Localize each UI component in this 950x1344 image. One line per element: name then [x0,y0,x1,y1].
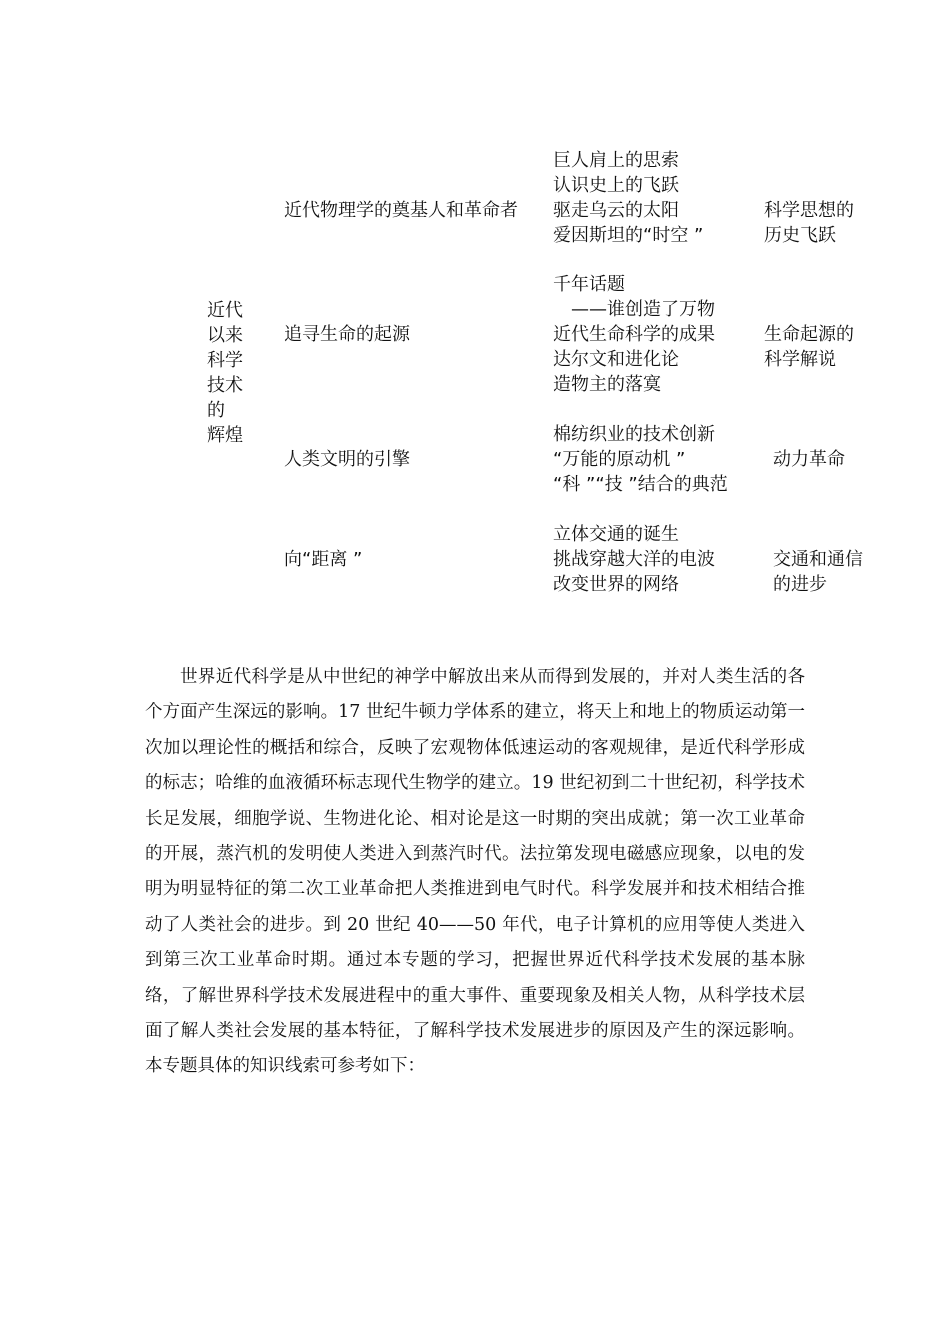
lesson-item: 棉纺织业的技术创新 [553,424,715,445]
summary-line: 生命起源的 [764,324,854,345]
lesson-item: 达尔文和进化论 [553,349,679,370]
branch-lessons-engine [553,422,728,497]
lesson-item: 认识史上的飞跃 [553,175,679,196]
branch-summary-physics [764,198,854,248]
summary-line: 科学解说 [764,349,836,370]
branch-summary-life-origin [764,322,854,372]
branch-lessons-distance [553,522,715,597]
lesson-item: 造物主的落寞 [553,374,661,395]
lesson-item: 改变世界的网络 [553,574,679,595]
branch-lessons-life-origin [553,272,715,397]
lesson-item: 立体交通的诞生 [553,524,679,545]
summary-line: 动力革命 [773,449,845,470]
lesson-item: “万能的原动机 ” [553,449,686,470]
lesson-item: 巨人肩上的思索 [553,150,679,171]
root-title-line: 的 [207,400,225,421]
knowledge-outline-diagram [0,0,950,620]
branch-topic-physics: 近代物理学的奠基人和革命者 [284,200,518,221]
branch-topic-engine: 人类文明的引擎 [284,449,410,470]
intro-paragraph: 世界近代科学是从中世纪的神学中解放出来从而得到发展的，并对人类生活的各个方面产生深远的影响。17 世纪牛顿力学体系的建立，将天上和地上的物质运动第一次加以理论性的概括和综合，反映了宏观物体低速运动的客观规律，是近代科学形成的标志；哈维的血液循环标志现代生物学的建立。19 世纪初到二十世纪初，科学技术长足发展，细胞学说、生物进化论、相对论是这一时期的突出成就；第一次工业革命的开展，蒸汽机的发明使人类进入到蒸汽时代。法拉第发现电磁感应现象，以电的发明为明显特征的第二次工业革命把人类推进到电气时代。科学发展并和技术相结合推动了人类社会的进步。到 20 世纪 40——50 年代，电子计算机的应用等使人类进入到第三次工业革命时期。通过本专题的学习，把握世界近代科学技术发展的基本脉络，了解世界科学技术发展进程中的重大事件、重要现象及相关人物，从科学技术层面了解人类社会发展的基本特征，了解科学技术发展进步的原因及产生的深远影响。本专题具体的知识线索可参考如下： [145,667,805,1077]
root-title-line: 以来 [207,325,243,346]
lesson-item: 驱走乌云的太阳 [553,200,679,221]
root-title-line: 近代 [207,300,243,321]
branch-summary-distance [773,547,863,597]
summary-line: 历史飞跃 [764,225,836,246]
branch-summary-engine [773,447,845,472]
summary-line: 的进步 [773,574,827,595]
root-title-line: 技术 [207,375,243,396]
summary-line: 交通和通信 [773,549,863,570]
branch-topic-distance: 向“距离 ” [284,549,363,570]
summary-line: 科学思想的 [764,200,854,221]
branch-lessons-physics [553,148,703,248]
lesson-item: “科 ”“技 ”结合的典范 [553,474,728,495]
lesson-item: ——谁创造了万物 [571,299,715,320]
lesson-item: 近代生命科学的成果 [553,324,715,345]
outline-root-title [207,298,243,448]
root-title-line: 辉煌 [207,425,243,446]
branch-topic-life-origin: 追寻生命的起源 [284,324,410,345]
root-title-line: 科学 [207,350,243,371]
lesson-item: 爱因斯坦的“时空 ” [553,225,704,246]
lesson-item: 千年话题 [553,274,625,295]
lesson-item: 挑战穿越大洋的电波 [553,549,715,570]
